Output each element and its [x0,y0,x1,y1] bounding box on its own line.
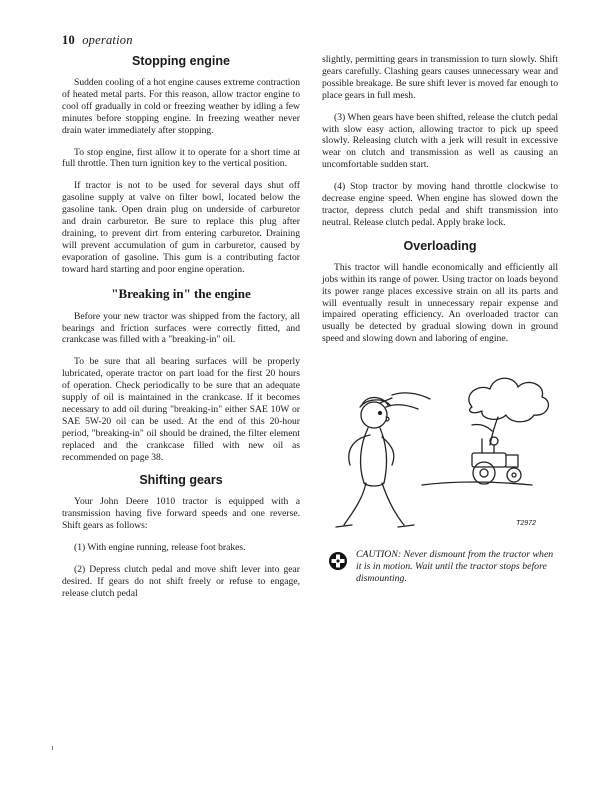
page-number: 10 [62,33,75,47]
paragraph: To stop engine, first allow it to operate for a short time at full throttle. Then turn ignition key to the vertical position. [62,146,300,170]
caution-block [322,549,558,584]
paragraph: Sudden cooling of a hot engine causes extreme contraction of heated metal parts. For this reason, allow tractor engine to cool off gradually in cold or freezing weather by idling a few minutes before stopping engine. In freezing weather never drain water immediately after stopping. [62,77,300,136]
paragraph: (3) When gears have been shifted, release the clutch pedal with slow easy action, allowing tractor to pick up speed slowly. Releasing clutch with a jerk will result in excessive wear on clutch and transmission as well as causing an uncomfortable sudden start. [322,111,558,171]
safety-alert-icon [328,551,348,571]
paragraph: If tractor is not to be used for several days shut off gasoline supply at valve on filter bowl, located below the gasoline tank. Open drain plug on underside of carburetor and drain carburetor. Be sure to replace this plug after draining, to prevent dirt from entering carburetor. Draining will prevent accumulation of gum in carburetor, caused by evaporation of gasoline. This gum is a contributing factor toward hard starting and poor engine operation. [62,180,300,275]
paragraph: This tractor will handle economically and efficiently all jobs within its range of power. Using tractor on loads beyond its power range places excessive strain on all its parts and will eventually result in unnecessary repair expense and impaired operating efficiency. An overloaded tractor can usually be detected by gradual slowing down in ground speed and slowing down and laboring of engine. [322,261,558,345]
paragraph: To be sure that all bearing surfaces will be properly lubricated, operate tractor on part load for the first 20 hours of operation. Check periodically to be sure that an adequate supply of oil is maintained in the crankcase. If it becomes necessary to add oil during "breaking-in" either SAE 10W or SAE 5W-20 oil can be used. At the end of this 20-hour period, "breaking-in" oil should be drained, the filter element replaced and the crankcase filled with new oil as recommended on page 38. [62,356,300,463]
heading-breaking-in: "Breaking in" the engine [111,285,251,301]
figure-code: T2972 [516,520,536,528]
paragraph: (2) Depress clutch pedal and move shift lever into gear desired. If gears do not shift freely or refuse to engage, release clutch pedal [62,564,300,599]
paragraph: slightly, permitting gears in transmission to turn slowly. Shift gears carefully. Clashing gears causes unnecessary wear and possible breakage. Be sure shift lever is moved far enough to place gears in full mesh. [322,54,558,101]
heading-overloading: Overloading [403,238,477,253]
paragraph: (4) Stop tractor by moving hand throttle clockwise to decrease engine speed. When engine has slowed down the tractor, depress clutch pedal and shift transmission into neutral. Release clutch pedal. Apply brake lock. [322,181,558,228]
right-column [322,54,558,585]
heading-stopping-engine: Stopping engine [132,54,230,68]
scan-mark [52,746,53,750]
caution-text: CAUTION: Never dismount from the tractor when it is in motion. Wait until the tractor stops before dismounting. [356,549,554,584]
paragraph: (1) With engine running, release foot brakes. [74,542,246,554]
paragraph: Before your new tractor was shipped from the factory, all bearings and friction surfaces were correctly fitted, and crankcase was filled with a "breaking-in" oil. [62,310,300,346]
cartoon-illustration [322,355,558,543]
man-watching-tractor-drawing [322,355,558,543]
page-header [62,33,133,48]
paragraph: Your John Deere 1010 tractor is equipped with a transmission having five forward speeds and one reverse. Shift gears as follows: [62,496,300,532]
left-column [62,54,300,610]
section-label: operation [82,33,133,47]
heading-shifting-gears: Shifting gears [139,473,223,488]
